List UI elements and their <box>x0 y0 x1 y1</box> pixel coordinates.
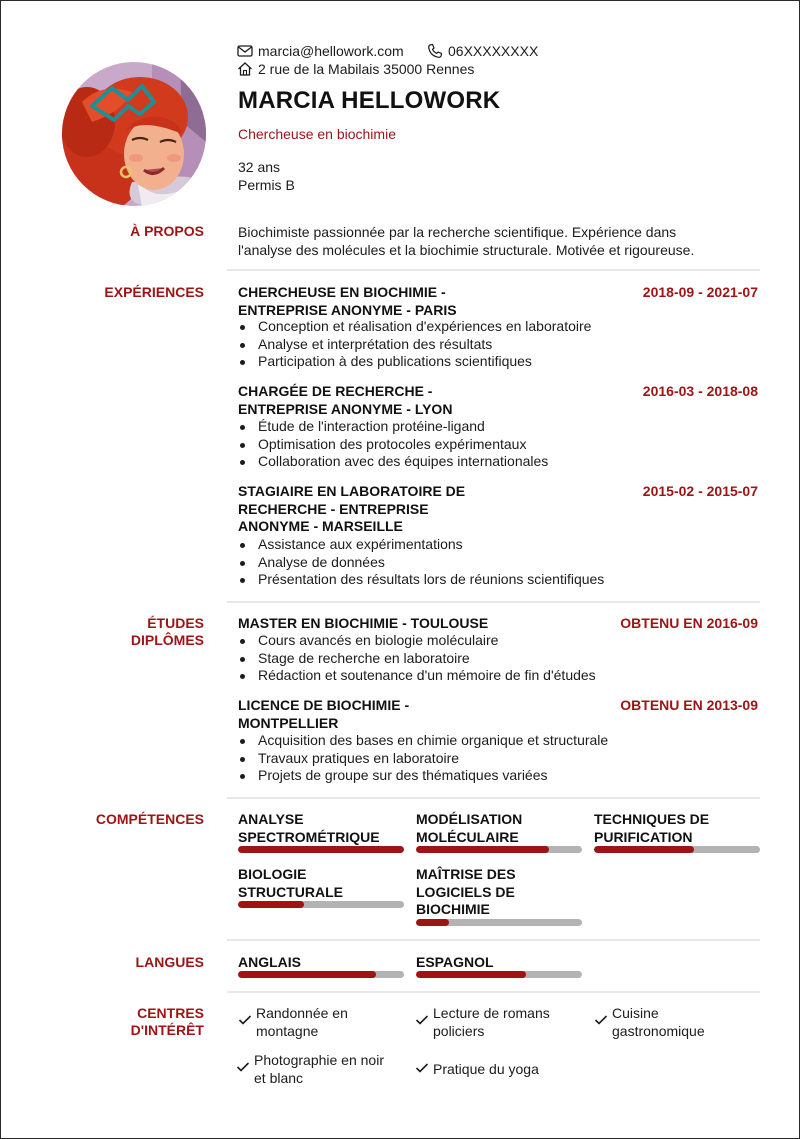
experience-bullets <box>238 318 591 371</box>
list-item: Analyse de données <box>238 554 604 572</box>
language-item: ANGLAIS <box>238 954 404 972</box>
list-item: Acquisition des bases en chimie organique et structurale <box>238 732 608 750</box>
education-title: LICENCE DE BIOCHIMIE - MONTPELLIER <box>238 697 410 731</box>
section-divider <box>227 269 760 271</box>
list-item: Analyse et interprétation des résultats <box>238 336 591 354</box>
list-item: Assistance aux expérimentations <box>238 536 604 554</box>
skill-item: TECHNIQUES DE PURIFICATION <box>594 811 760 846</box>
phone-icon <box>427 43 443 59</box>
avatar <box>62 62 206 206</box>
list-item: Collaboration avec des équipes internationales <box>238 453 548 471</box>
interest-item: Photographie en noir et blanc <box>236 1052 384 1087</box>
language-level-fill <box>238 971 376 978</box>
skill-level-fill <box>238 901 304 908</box>
skill-level-fill <box>594 846 694 853</box>
job-title: Chercheuse en biochimie <box>238 126 396 142</box>
skill-item: BIOLOGIE STRUCTURALE <box>238 866 404 901</box>
list-item: Présentation des résultats lors de réunions scientifiques <box>238 571 604 589</box>
skill-level-bar <box>416 919 582 926</box>
skill-level-bar <box>416 846 582 853</box>
education-title: MASTER EN BIOCHIMIE - TOULOUSE <box>238 615 489 631</box>
contact-phone[interactable] <box>427 42 538 60</box>
section-divider <box>227 601 760 603</box>
section-label-experiences: EXPÉRIENCES <box>104 284 204 300</box>
list-item: Travaux pratiques en laboratoire <box>238 750 608 768</box>
section-label-languages: LANGUES <box>135 954 204 970</box>
interest-item: Pratique du yoga <box>415 1053 539 1079</box>
section-label-education: ÉTUDES DIPLÔMES <box>130 615 204 648</box>
list-item: Rédaction et soutenance d'un mémoire de fin d'études <box>238 667 596 685</box>
list-item: Étude de l'interaction protéine-ligand <box>238 418 548 436</box>
skill-level-bar <box>238 846 404 853</box>
language-level-bar <box>416 971 582 978</box>
skill-level-fill <box>416 919 449 926</box>
section-divider <box>227 939 760 941</box>
experience-title: STAGIAIRE EN LABORATOIRE DE RECHERCHE - ENTREPRISE ANONYME - MARSEILLE <box>238 483 466 534</box>
interest-item: Randonnée en montagne <box>238 1005 348 1040</box>
age: 32 ans <box>238 159 281 175</box>
about-text <box>238 223 694 259</box>
check-icon <box>238 1013 252 1027</box>
language-item: ESPAGNOL <box>416 954 582 972</box>
experience-date: 2015-02 - 2015-07 <box>642 483 758 499</box>
contact-email[interactable] <box>237 42 404 60</box>
education-bullets <box>238 732 608 785</box>
contact-address <box>237 60 474 78</box>
list-item: Stage de recherche en laboratoire <box>238 650 596 668</box>
about-line: l'analyse des molécules et la biochimie structurale. Motivée et rigoureuse. <box>238 242 695 258</box>
experience-date: 2018-09 - 2021-07 <box>642 284 758 300</box>
section-label-skills: COMPÉTENCES <box>95 811 204 827</box>
skill-level-bar <box>238 901 404 908</box>
list-item: Participation à des publications scientifiques <box>238 353 591 371</box>
interest-item: Cuisine gastronomique <box>594 1005 705 1040</box>
phone-text: 06XXXXXXXX <box>448 43 539 59</box>
skill-item: ANALYSE SPECTROMÉTRIQUE <box>238 811 404 846</box>
check-icon <box>415 1061 429 1075</box>
email-text: marcia@hellowork.com <box>258 43 404 59</box>
about-line: Biochimiste passionnée par la recherche scientifique. Expérience dans <box>238 224 677 240</box>
check-icon <box>594 1013 608 1027</box>
experience-title: CHERCHEUSE EN BIOCHIMIE - ENTREPRISE ANONYME - PARIS <box>238 284 457 318</box>
section-divider <box>227 991 760 993</box>
experience-bullets <box>238 418 548 471</box>
skill-item: MAÎTRISE DES LOGICIELS DE BIOCHIMIE <box>416 866 582 919</box>
list-item: Cours avancés en biologie moléculaire <box>238 632 596 650</box>
avatar-illustration <box>62 62 206 206</box>
education-date: OBTENU EN 2016-09 <box>620 615 758 631</box>
candidate-name: MARCIA HELLOWORK <box>238 87 501 114</box>
experience-date: 2016-03 - 2018-08 <box>642 383 758 399</box>
skill-level-bar <box>594 846 760 853</box>
language-level-fill <box>416 971 526 978</box>
language-level-bar <box>238 971 404 978</box>
list-item: Optimisation des protocoles expérimentaux <box>238 436 548 454</box>
section-divider <box>227 797 760 799</box>
education-date: OBTENU EN 2013-09 <box>620 697 758 713</box>
driving-license: Permis B <box>238 177 295 193</box>
skill-level-fill <box>416 846 549 853</box>
interest-item: Lecture de romans policiers <box>415 1005 550 1040</box>
skill-level-fill <box>238 846 404 853</box>
section-label-about: À PROPOS <box>130 223 204 239</box>
check-icon <box>415 1013 429 1027</box>
house-icon <box>237 61 253 77</box>
experience-bullets <box>238 536 604 589</box>
envelope-icon <box>237 43 253 59</box>
address-text: 2 rue de la Mabilais 35000 Rennes <box>258 61 475 77</box>
skill-item: MODÉLISATION MOLÉCULAIRE <box>416 811 582 846</box>
education-bullets <box>238 632 596 685</box>
check-icon <box>236 1060 250 1074</box>
section-label-interests: CENTRES D'INTÉRÊT <box>130 1005 204 1038</box>
list-item: Projets de groupe sur des thématiques variées <box>238 767 608 785</box>
list-item: Conception et réalisation d'expériences en laboratoire <box>238 318 591 336</box>
experience-title: CHARGÉE DE RECHERCHE - ENTREPRISE ANONYME - LYON <box>238 383 453 417</box>
